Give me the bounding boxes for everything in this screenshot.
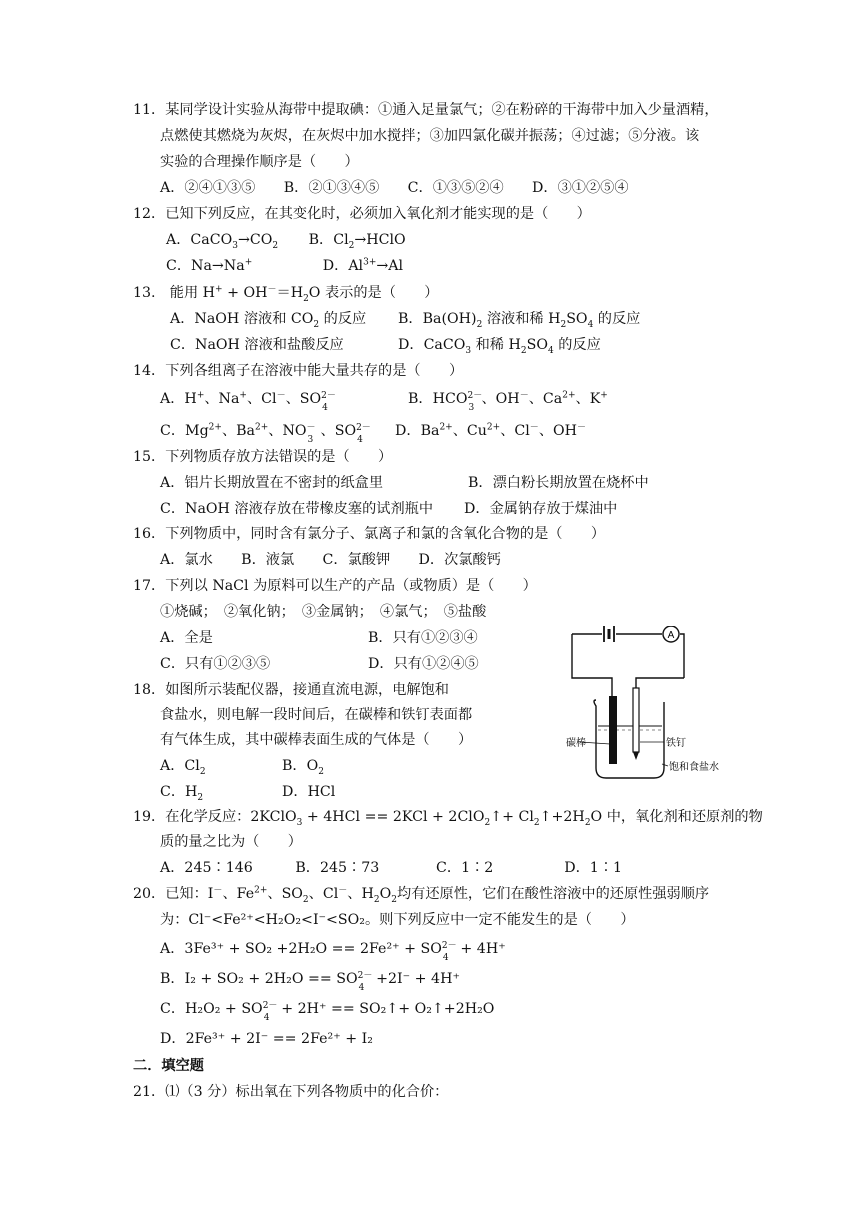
circuit-wire-to-nail [636,678,684,688]
q19-options: A．245∶146 B．245∶73 C．1∶2 D．1∶1 [160,860,623,876]
q16-stem: 16．下列物质中，同时含有氯分子、氯离子和氯的含氧化合物的是（ ） [133,526,606,542]
q11-line2: 点燃使其燃烧为灰烬，在灰烬中加水搅拌；③加四氯化碳并振荡；④过滤；⑤分液。该 [160,128,700,144]
beaker-icon [594,700,664,778]
circuit-wire-left [572,634,612,696]
q18-line3: 有气体生成，其中碳棒表面生成的气体是（ ） [160,732,473,748]
q17-option-d: D．只有①②④⑤ [368,656,479,672]
q18-option-b: B．$O_2$ [282,758,324,777]
q17-option-a: A．全是 [160,630,213,646]
q15-option-b: B．漂白粉长期放置在烧杯中 [468,475,649,491]
q20-option-a: A．3Fe³⁺ + SO₂ +2H₂O == 2Fe²⁺ + SO 2－ 4 + 4H⁺ [160,941,506,963]
q15-stem: 15．下列物质存放方法错误的是（ ） [133,449,393,465]
q20-option-d: D．2Fe³⁺ + 2I⁻ == 2Fe²⁺ + I₂ [160,1031,373,1047]
carbon-rod-label: 碳棒 [566,738,586,749]
q18-option-c: C．$H_2$ [160,784,204,803]
iron-nail-icon [633,688,639,752]
carbon-rod-icon [609,696,617,764]
q20-line1: 20．已知：I－、$Fe^{2+}$、$SO_2$、Cl－、$H_2O_2$均有还原性，它们在酸性溶液中的还原性强弱顺序 [133,885,710,905]
q17-option-c: C．只有①②③⑤ [160,656,271,672]
circuit-wire-right [680,634,684,678]
iron-nail-label: 铁钉 [666,738,686,749]
q11-line3: 实验的合理操作顺序是（ ） [160,154,359,170]
q11-line1: 11．某同学设计实验从海带中提取碘：①通入足量氯气；②在粉碎的干海带中加入少量酒精， [133,102,719,118]
q11-options: A．②④①③⑤ B．②①③④⑤ C．①③⑤②④ D．③①②⑤④ [160,180,629,196]
q19-line2: 质的量之比为（ ） [160,834,302,850]
q20-option-b: B．I₂ + SO₂ + 2H₂O == SO 2－ 4 +2I⁻ + 4H⁺ [160,971,460,993]
q12-options-cd: C．Na→Na+ D．$Al^{3+}\to Al$ [166,257,404,274]
brine-pointer [662,764,668,766]
q21-line1: 21．⑴（3 分）标出氧在下列各物质中的化合价： [133,1084,449,1100]
q18-line2: 食盐水，则电解一段时间后，在碳棒和铁钉表面都 [160,707,473,723]
q15-option-c: C．NaOH 溶液存放在带橡皮塞的试剂瓶中 [160,501,434,517]
q14-option-a: A．H+、Na+、Cl－、SO 2－ 4 [160,390,336,413]
q18-option-d: D．HCl [282,784,336,800]
q18-line1: 18．如图所示装配仪器，接通直流电源，电解饱和 [133,682,449,698]
q17-items: ①烧碱； ②氧化钠； ③金属钠； ④氯气； ⑤盐酸 [160,604,487,620]
q18-option-a: A．$Cl_2$ [160,758,206,777]
q14-option-b: B．HCO 2－ 3 、OH－、$Ca^{2+}$、K+ [408,390,608,413]
q13-options-ab: A．NaOH 溶液和 $CO_2$ 的反应 [170,311,367,330]
q15-option-a: A．铝片长期放置在不密封的纸盒里 [160,475,384,491]
q14-option-c: C．$Mg^{2+}$、$Ba^{2+}$、NO － 3 、SO 2－ 4 [160,422,371,445]
q16-options: A．氯水 B．液氯 C．氯酸钾 D．次氯酸钙 [160,552,501,568]
q14-option-d: D．$Ba^{2+}$、$Cu^{2+}$、Cl－、OH－ [395,422,587,439]
q20-option-c: C．H₂O₂ + SO 2－ 4 + 2H⁺ == SO₂↑+ O₂↑+2H₂O [160,1001,495,1023]
q12-options-ab: A．$CaCO_3\to CO_2$ B．$Cl_2\to HClO$ [166,232,406,251]
section-heading: 二．填空题 [133,1058,204,1074]
q14-stem: 14．下列各组离子在溶液中能大量共存的是（ ） [133,363,464,379]
electrolysis-diagram [566,626,758,786]
q15-option-d: D．金属钠存放于煤油中 [464,501,618,517]
brine-label: 饱和食盐水 [669,762,719,773]
q13-option-c: C．NaOH 溶液和盐酸反应 [170,337,344,353]
ammeter-label: A [667,630,675,641]
q12-stem: 12．已知下列反应，在其变化时，必须加入氧化剂才能实现的是（ ） [133,206,591,222]
nail-tip-icon [633,752,639,760]
q13-stem: 13. 能用 $H^+ + OH^-=H_2O$ 表示的是（ ） [133,284,439,304]
q13-option-b: B．$Ba(OH)_2$ 溶液和稀 $H_2SO_4$ 的反应 [398,311,641,330]
q20-line2: 为：Cl⁻<Fe²⁺<H₂O₂<I⁻<SO₂。则下列反应中一定不能发生的是（ ） [160,912,635,928]
q13-option-d: D．CaCO$_3$ 和稀 $H_2SO_4$ 的反应 [398,337,601,356]
q17-option-b: B．只有①②③④ [368,630,478,646]
q17-stem: 17．下列以 NaCl 为原料可以生产的产品（或物质）是（ ） [133,578,537,594]
q19-line1: 19．在化学反应：2KClO$_3$ + 4HCl == 2KCl + 2ClO$_2$↑+ $Cl_2↑+2H_2O$ 中，氧化剂和还原剂的物 [133,809,763,828]
